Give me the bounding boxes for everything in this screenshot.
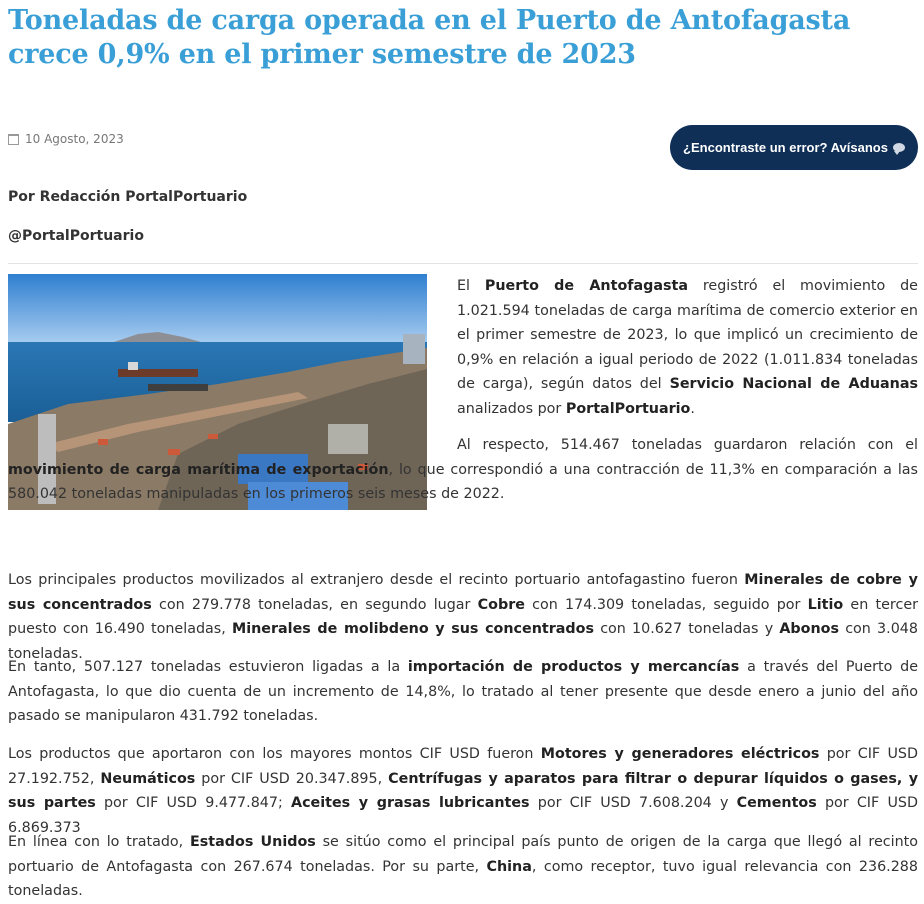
text-run: Al respecto, 514.467 toneladas guardaron relación con el	[457, 437, 918, 453]
text-run: a través del Puerto de Antofagasta, lo que dio cuenta de un incremento de 14,8%, lo tratado al tener presente que desde enero a junio del año pasado se manipularon 431.792 toneladas.	[8, 659, 919, 724]
text-run: Los principales productos movilizados al extranjero desde el recinto portuario antofagastino fueron	[8, 572, 745, 588]
text-run: , como receptor, tuvo igual relevancia con 236.288 toneladas.	[8, 858, 919, 899]
article-paragraph	[8, 568, 918, 666]
article-paragraph	[8, 742, 918, 840]
text-run: se sitúo como el principal país punto de origen de la carga que llegó al recinto portuario de Antofagasta con 267.674 toneladas. Por su parte,	[8, 834, 919, 875]
text-run: por CIF USD 20.347.895,	[195, 770, 389, 787]
author-byline: Por Redacción PortalPortuario	[8, 189, 248, 205]
text-run: Los productos que aportaron con los mayores montos CIF USD fueron	[8, 746, 541, 762]
text-run: analizados por	[457, 400, 566, 417]
text-run: El	[457, 278, 485, 294]
author-handle[interactable]: @PortalPortuario	[8, 228, 144, 244]
divider	[8, 263, 918, 264]
text-run: por CIF USD 9.477.847;	[95, 795, 291, 811]
text-run: por CIF USD 7.608.204 y	[529, 795, 737, 811]
report-error-button[interactable]	[670, 125, 918, 170]
article-paragraph	[8, 655, 918, 729]
bold-term: Minerales de molibdeno y sus concentrados	[231, 621, 594, 637]
text-run: En tanto, 507.127 toneladas estuvieron ligadas a la	[8, 659, 408, 675]
report-error-label: ¿Encontraste un error? Avísanos	[683, 140, 888, 155]
bold-term: Neumáticos	[100, 770, 196, 787]
bold-term: Aceites y grasas lubricantes	[291, 795, 530, 811]
text-run: con 10.627 toneladas y	[594, 621, 780, 637]
bold-term: Centrífugas y aparatos para filtrar o depurar líquidos o gases, y sus partes	[8, 770, 919, 811]
bold-term: China	[486, 858, 532, 875]
bold-term: Litio	[807, 596, 844, 613]
article-paragraph	[457, 274, 918, 421]
chat-bubble-icon	[893, 143, 905, 152]
text-run: por CIF USD 6.869.373	[8, 795, 918, 836]
bold-term: Minerales de cobre y sus concentrados	[8, 572, 918, 613]
article-paragraph	[8, 433, 918, 507]
bold-term: Cobre	[477, 596, 525, 613]
text-run: por CIF USD 27.192.752,	[8, 746, 918, 787]
calendar-icon	[8, 134, 19, 145]
bold-term: Abonos	[779, 621, 839, 637]
bold-term: Estados Unidos	[190, 834, 316, 850]
bold-term: movimiento de carga marítima de exportación	[8, 461, 389, 478]
bold-term: Servicio Nacional de Aduanas	[669, 376, 918, 392]
article-title: Toneladas de carga operada en el Puerto de Antofagasta crece 0,9% en el primer semestre de 2023	[8, 5, 851, 70]
text-run: , lo que correspondió a una contracción de 11,3% en comparación a las 580.042 toneladas manipuladas en los primeros seis meses de 2022.	[8, 461, 918, 502]
text-run: con 174.309 toneladas, seguido por	[524, 596, 808, 613]
bold-term: PortalPortuario	[565, 400, 691, 417]
text-run: En línea con lo tratado,	[8, 834, 190, 850]
article-date	[8, 132, 124, 146]
text-run: en tercer puesto con 16.490 toneladas,	[8, 596, 918, 637]
bold-term: Motores y generadores eléctricos	[540, 746, 820, 762]
text-run: con 3.048 toneladas.	[8, 621, 918, 662]
text-run: .	[690, 400, 695, 417]
bold-term: Puerto de Antofagasta	[484, 278, 689, 294]
text-run: con 279.778 toneladas, en segundo lugar	[151, 596, 478, 613]
article-paragraph	[8, 830, 918, 904]
date-text: 10 Agosto, 2023	[25, 132, 124, 146]
bold-term: importación de productos y mercancías	[407, 659, 740, 675]
text-run: registró el movimiento de 1.021.594 toneladas de carga marítima de comercio exterior en el primer semestre de 2023, lo que implicó un crecimiento de 0,9% en relación a igual periodo de 2022 (1.011.834 toneladas de carga), según datos del	[457, 278, 918, 392]
bold-term: Cementos	[736, 795, 817, 811]
